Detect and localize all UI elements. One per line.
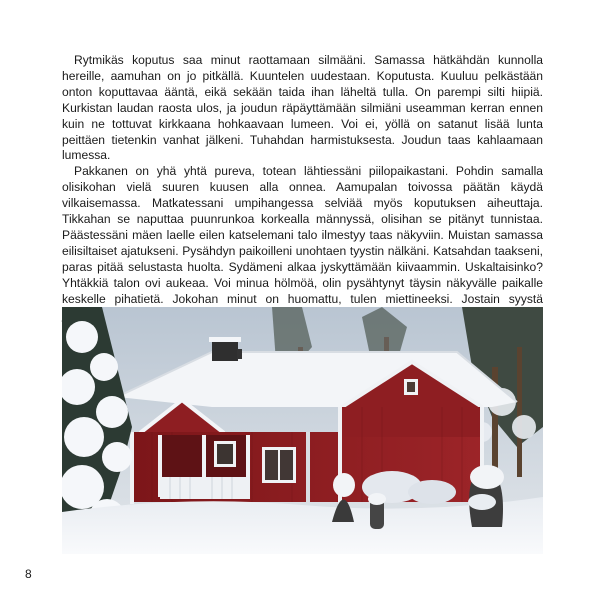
paragraph-2: Pakkanen on yhä yhtä pureva, totean lähtiessäni piilopaikastani. Pohdin samalla olisikohan vielä suuren kuusen alla onnea. Aamupalan toivossa päätän käydä vilkaisemassa. Matkatessani umpihangessa selviää myös koputuksen aiheuttaja. Tikkahan se naputtaa puunrunkoa korkealla männyssä, olisihan se pitänyt tunnistaa. Päästessäni mäen laelle eilen katselemani talo ilmestyy taas näkyviin. Muistan samassa eilisiltaiset ajatukseni. Pysähdyn paikoilleni unohtaen tyystin nälkäni. Katsahdan taakseni, paras pitää selustasta huolta. Sydämeni alkaa jyskyttämään kiivaammin. Uskaltaisinko? Yhtäkkiä talon ovi aukeaa. Voi minua hölmöä, olin pysähtynyt täysin näkyvälle paikalle keskelle pihatietä. Jokohan minut on huomattu, tulen miettineeksi. Jostain syystä	[62, 164, 543, 306]
paragraph-1: Rytmikäs koputus saa minut raottamaan silmääni. Samassa hätkähdän kunnolla hereille, aamuhan on jo pitkällä. Kuuntelen uudestaan. Koputusta. Kuuluu pelkästään onton koputtavaa ääntä, eikä sekään taida ihan läheltä tulla. On parempi silti hiipiä. Kurkistan laudan raosta ulos, ja joudun räpäyttämään silmiäni useamman kerran ennen kuin ne tottuvat kirkkaana hohkaavaan lumeen. Voi ei, yöllä on satanut lisää lunta peittäen tietenkin vanhat jälkeni. Tuhahdan harmistuksesta. Joudun taas kahlaamaan lumessa.	[62, 53, 543, 163]
page-number: 8	[25, 567, 32, 581]
body-text	[62, 53, 543, 339]
winter-house-photo	[62, 307, 543, 554]
